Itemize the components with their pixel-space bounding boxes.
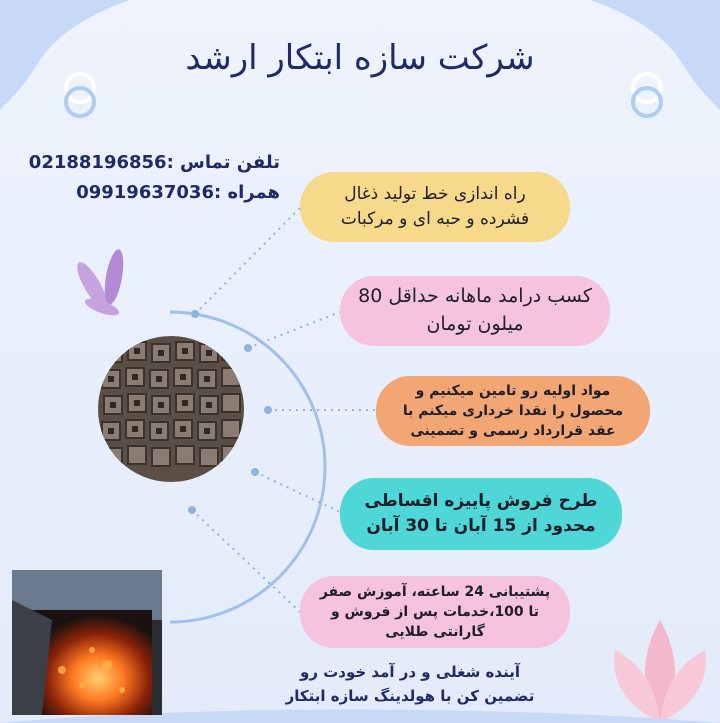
contact-info [20, 148, 280, 208]
charcoal-briquette-photo [98, 336, 244, 482]
feature-production-line: راه اندازی خط تولید ذغال فشرده و حبه ای و مرکبات [300, 172, 570, 242]
feature-raw-materials: مواد اولیه رو تامین میکنیم و محصول را نقدا خرداری میکنم با عقد قرارداد رسمی و تضمینی [376, 376, 650, 446]
burning-charcoal-photo [12, 570, 162, 715]
footer-slogan [240, 660, 580, 708]
phone-number[interactable]: تلفن تماس :02188196856 [28, 152, 280, 173]
mobile-number[interactable]: همراه :09919637036 [76, 182, 280, 203]
page-title: شرکت سازه ابتکار ارشد [185, 38, 535, 78]
feature-monthly-income: کسب درامد ماهانه حداقل 80 میلون تومان [340, 276, 610, 346]
feature-support: پشتیبانی 24 ساعته، آموزش صفر تا 100،خدمات پس از فروش و گارانتی طلایی [300, 576, 570, 648]
feature-autumn-sale: طرح فروش پاییزه اقساطی محدود از 15 آبان تا 30 آبان [340, 478, 622, 550]
footer-line-1: آینده شغلی و در آمد خودت رو [300, 663, 520, 681]
footer-line-2: تضمین کن با هولدینگ سازه ابتکار [285, 687, 535, 705]
